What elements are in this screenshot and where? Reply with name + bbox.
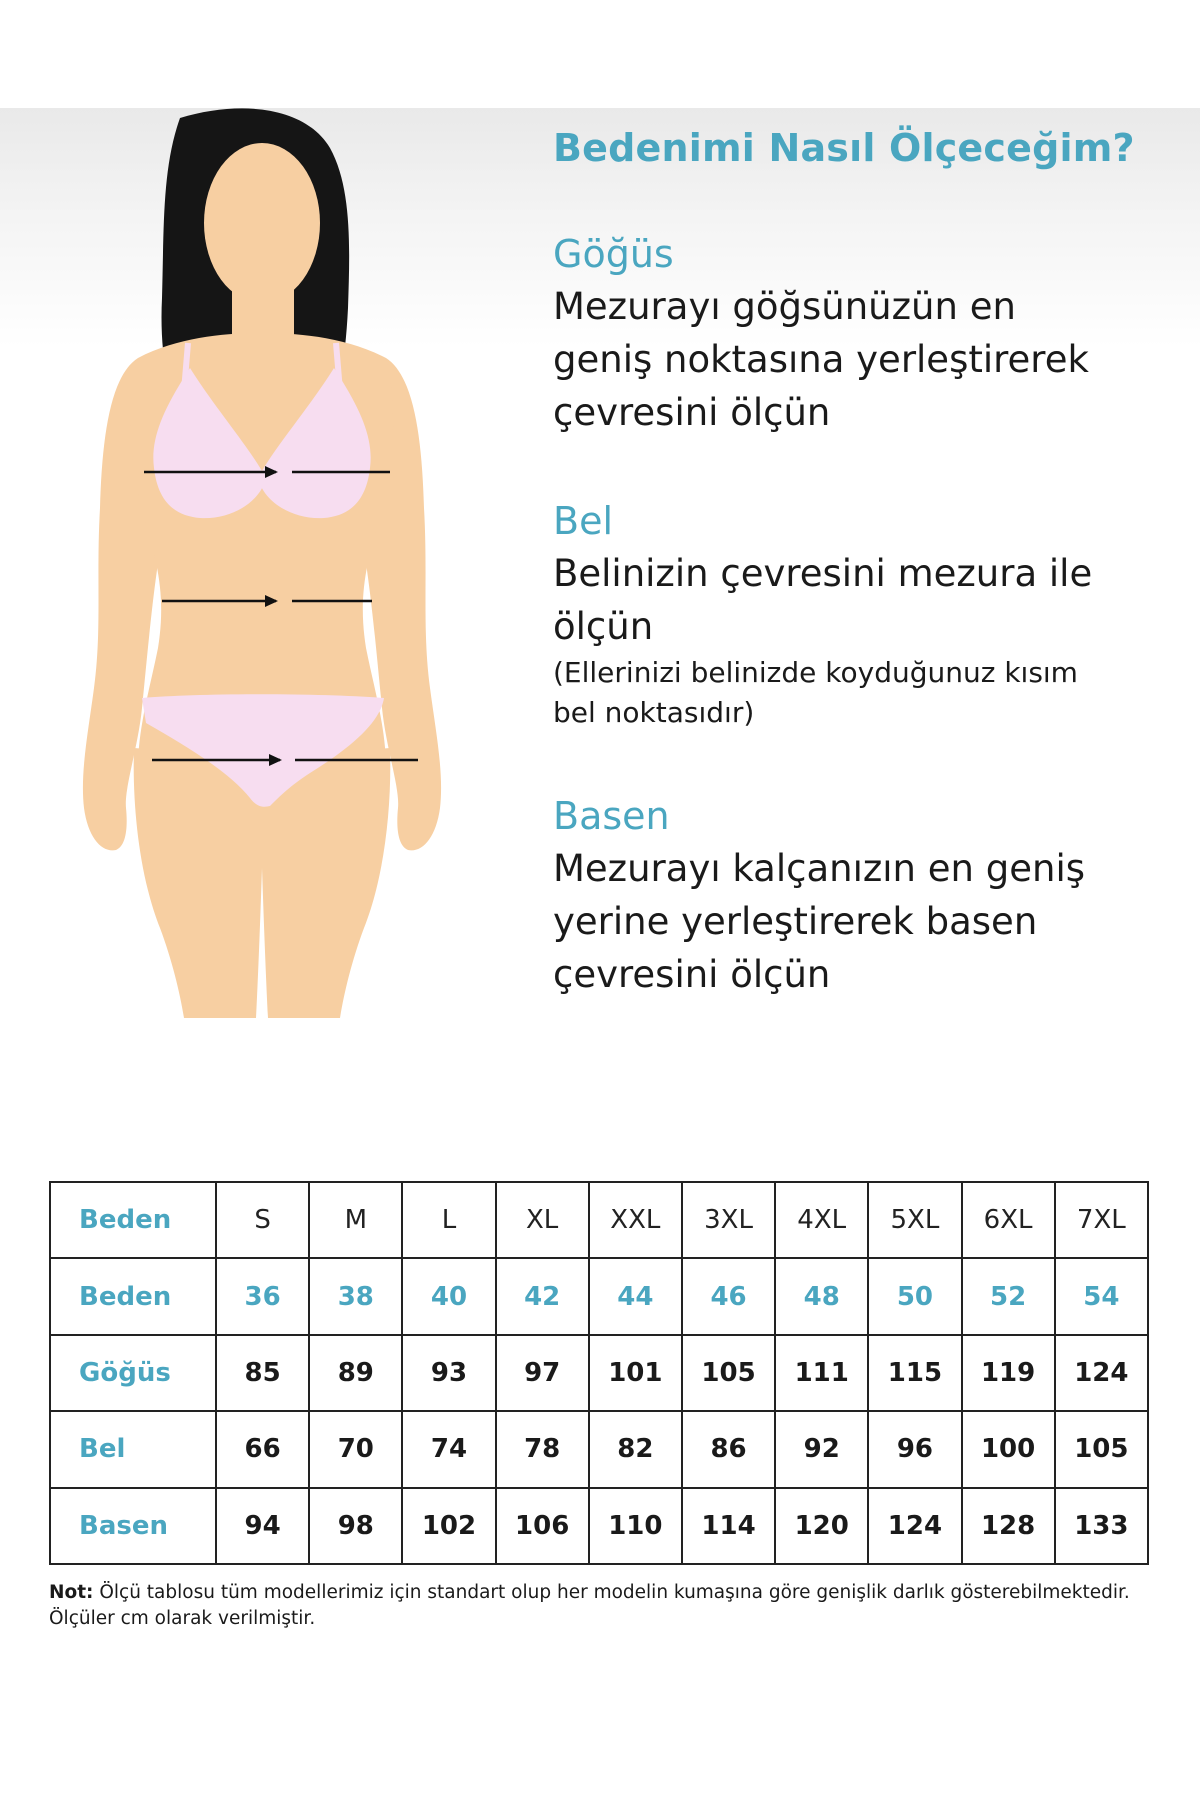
table-cell: 44 [589,1258,682,1334]
row-label: Göğüs [50,1335,216,1411]
table-cell: 3XL [682,1182,775,1258]
table-cell: 120 [775,1488,868,1564]
size-table [49,1181,1149,1565]
section-heading: Göğüs [553,232,674,276]
table-cell: 133 [1055,1488,1148,1564]
table-row-size-number [50,1258,1148,1334]
table-cell: 66 [216,1411,309,1487]
table-row-chest [50,1335,1148,1411]
section-text-line: yerine yerleştirerek basen [553,900,1038,943]
guide-section-chest [553,228,1173,439]
table-cell: 74 [402,1411,495,1487]
row-label: Beden [50,1182,216,1258]
table-cell: L [402,1182,495,1258]
table-cell: 98 [309,1488,402,1564]
table-cell: 115 [868,1335,961,1411]
table-cell: 119 [962,1335,1055,1411]
section-text-line: çevresini ölçün [553,953,831,996]
table-cell: 97 [496,1335,589,1411]
table-cell: 85 [216,1335,309,1411]
body-measurement-illustration [80,108,510,1018]
row-label: Bel [50,1411,216,1487]
table-cell: 111 [775,1335,868,1411]
table-cell: 38 [309,1258,402,1334]
table-cell: 105 [1055,1411,1148,1487]
table-cell: 96 [868,1411,961,1487]
table-cell: 124 [1055,1335,1148,1411]
table-cell: 70 [309,1411,402,1487]
table-cell: 4XL [775,1182,868,1258]
table-cell: 86 [682,1411,775,1487]
table-cell: 100 [962,1411,1055,1487]
table-cell: 54 [1055,1258,1148,1334]
table-cell: 50 [868,1258,961,1334]
table-cell: 110 [589,1488,682,1564]
table-cell: 36 [216,1258,309,1334]
table-row-size-letter [50,1182,1148,1258]
footnote [49,1580,1169,1632]
table-cell: 78 [496,1411,589,1487]
section-text-line: ölçün [553,605,654,648]
table-cell: 46 [682,1258,775,1334]
table-row-hip [50,1488,1148,1564]
section-heading: Basen [553,794,670,838]
table-cell: XL [496,1182,589,1258]
table-cell: 105 [682,1335,775,1411]
table-cell: M [309,1182,402,1258]
guide-section-waist [553,495,1173,733]
table-row-waist [50,1411,1148,1487]
row-label: Beden [50,1258,216,1334]
table-cell: 7XL [1055,1182,1148,1258]
section-heading: Bel [553,499,614,543]
section-text-line: Mezurayı kalçanızın en geniş [553,847,1086,890]
table-cell: 114 [682,1488,775,1564]
table-cell: 124 [868,1488,961,1564]
row-label: Basen [50,1488,216,1564]
table-cell: 82 [589,1411,682,1487]
face-shape [204,143,320,303]
table-cell: 42 [496,1258,589,1334]
table-cell: 48 [775,1258,868,1334]
table-cell: 101 [589,1335,682,1411]
section-note-line: (Ellerinizi belinizde koyduğunuz kısım [553,656,1078,689]
table-cell: 94 [216,1488,309,1564]
table-cell: 89 [309,1335,402,1411]
footnote-text-units: Ölçüler cm olarak verilmiştir. [49,1608,316,1629]
section-text-line: Belinizin çevresini mezura ile [553,552,1093,595]
section-note-line: bel noktasıdır) [553,696,755,729]
table-cell: 40 [402,1258,495,1334]
guide-section-hip [553,790,1173,1001]
table-cell: 93 [402,1335,495,1411]
footnote-text: Ölçü tablosu tüm modellerimiz için standart olup her modelin kumaşına göre genişlik darlık gösterebilmektedir. [93,1582,1130,1603]
table-cell: 52 [962,1258,1055,1334]
section-text-line: Mezurayı göğsünüzün en [553,285,1016,328]
section-text-line: çevresini ölçün [553,391,831,434]
section-text-line: geniş noktasına yerleştirerek [553,338,1089,381]
table-cell: S [216,1182,309,1258]
table-cell: 5XL [868,1182,961,1258]
table-cell: 6XL [962,1182,1055,1258]
table-cell: 106 [496,1488,589,1564]
table-cell: 92 [775,1411,868,1487]
table-cell: 102 [402,1488,495,1564]
table-cell: 128 [962,1488,1055,1564]
guide-title: Bedenimi Nasıl Ölçeceğim? [553,126,1135,170]
footnote-label: Not: [49,1582,94,1603]
table-cell: XXL [589,1182,682,1258]
